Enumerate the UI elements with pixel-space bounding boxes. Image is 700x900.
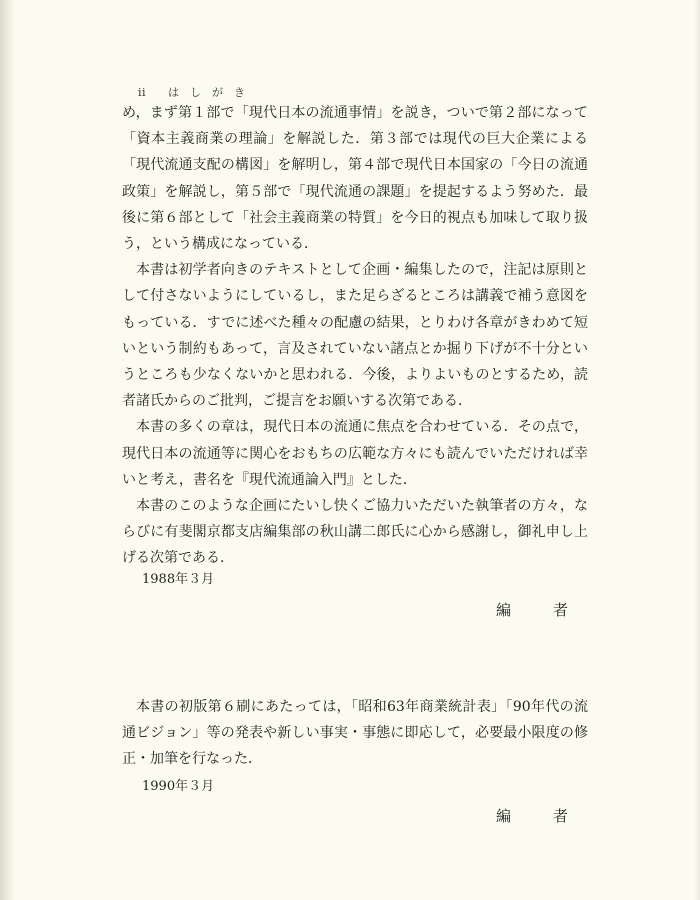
preface-body [122, 100, 588, 572]
preface-paragraph: 本書のこのような企画にたいし快くご協力いただいた執筆者の方々，ならびに有斐閣京都支店編集部の秋山講二郎氏に心から感謝し，御礼申し上げる次第である． [122, 498, 588, 567]
preface-paragraph: 本書は初学者向きのテキストとして企画・編集したので，注記は原則として付さないようにしているし，また足らざるところは講義で補う意図をもっている．すでに述べた種々の配慮の結果，とりわけ各章がきわめて短いという制約もあって，言及されていない諸点とか掘り下げが不十分というところも少なくないかと思われる．今後，よりよいものとするため，読者諸氏からのご批判，ご提言をお願いする次第である． [122, 262, 588, 410]
revision-note: 本書の初版第６刷にあたっては，「昭和63年商業統計表」「90年代の流通ビジョン」等の発表や新しい事実・事態に即応して，必要最小限度の修正・加筆を行なった． [122, 699, 588, 768]
page-edge [694, 0, 700, 900]
revision-note-body [122, 694, 588, 773]
page-number: ii [138, 86, 147, 99]
revision-date: 1990年３月 [142, 779, 215, 794]
running-header [138, 84, 256, 100]
preface-paragraph: め，まず第１部で「現代日本の流通事情」を説き，ついで第２部になって「資本主義商業の理論」を解説した．第３部では現代の巨大企業による「現代流通支配の構図」を解明し，第４部で現代日本国家の「今日の流通政策」を解説し，第５部で「現代流通の課題」を提起するよう努めた．最後に第６部として「社会主義商業の特質」を今日的視点も加味して取り扱う，という構成になっている． [122, 105, 588, 253]
running-title: はしがき [168, 86, 257, 99]
editor-signature-revision: 編者 [496, 807, 611, 825]
editor-signature: 編者 [496, 601, 611, 619]
preface-date: 1988年３月 [142, 572, 215, 587]
preface-paragraph: 本書の多くの章は，現代日本の流通に焦点を合わせている．その点で，現代日本の流通等に関心をおもちの広範な方々にも読んでいただければ幸いと考え，書名を『現代流通論入門』とした． [122, 419, 588, 488]
binding-shadow [0, 0, 16, 900]
